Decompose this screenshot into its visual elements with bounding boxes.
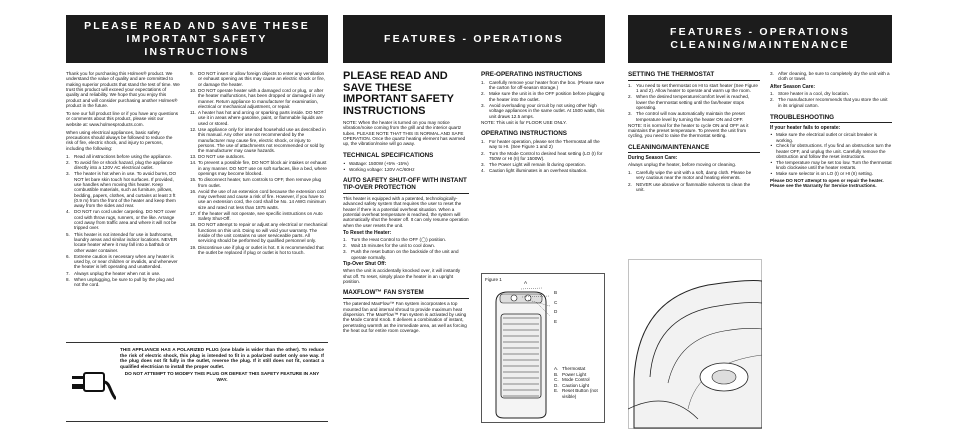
operating-step (481, 162, 605, 167)
spec-list (343, 161, 469, 172)
section-heading: SETTING THE THERMOSTAT (628, 71, 760, 81)
cleaning-step (628, 182, 760, 193)
item-number: 19. (190, 244, 197, 250)
section-heading: AUTO SAFETY SHUT-OFF WITH INSTANT TIP-OVER PROTECTION (343, 177, 469, 194)
item-number: 1. (66, 153, 70, 159)
item-text: You need to set thermostat on HI to start heater (See Figure 1 and 2). Allow heater to operate and warm up the room. (636, 83, 758, 94)
season-list (628, 170, 760, 192)
item-text: After cleaning, be sure to completely dry the unit with a cloth or towel. (778, 71, 890, 82)
plug-warning: DO NOT ATTEMPT TO MODIFY THIS PLUG OR DEFEAT THIS SAFETY FEATURE IN ANY WAY. (124, 371, 320, 382)
cleaning-step (770, 71, 892, 82)
item-number: 1. (628, 170, 632, 176)
legend-key: D. (554, 382, 559, 388)
item-number: 1. (343, 237, 347, 242)
preop-list (481, 80, 605, 119)
safety-item (190, 110, 328, 126)
item-text: This heater is not intended for use in bathrooms, laundry areas and similar indoor locations. NEVER locate heater where it may fall into a bathtub or other water container. (74, 231, 178, 253)
legend-label: Mode Control (562, 377, 590, 383)
features-left-column (343, 71, 469, 336)
spec-item: • Wattage: 1500W (+5% -15%) (343, 161, 469, 166)
item-number: 9. (190, 71, 194, 76)
cleaning-banner: FEATURES - OPERATIONS CLEANING/MAINTENANCE (628, 15, 892, 63)
item-text: Store heater in a cool, dry location. (778, 91, 849, 97)
safety-list (66, 154, 180, 288)
auto-shutoff-paragraph: This heater is equipped with a patented, technologically-advanced safety system that requires the user to reset the heater if there is a potential overheat situation. When a potential overheat temperature is reached, the system will automatically shut the heater off. It can only resume operation when the user resets the unit. (343, 196, 469, 228)
troubleshoot-item: • Check for obstructions. If you find an obstruction turn the heater OFF, and unplug the unit. Carefully remove the obstruction and follow the reset instructions. (770, 143, 892, 159)
preop-step (481, 80, 605, 91)
plug-notice-body: THIS APPLIANCE HAS A POLARIZED PLUG (one blade is wider than the other). To reduce the risk of electric shock, this plug is intended to fit in a polarized outlet only one way. If the plug does not fit fully in the outlet, reverse the plug. If it still does not fit, contact a qualified electrician to install the proper outlet. (120, 347, 324, 369)
legend-label: Power Light (562, 371, 587, 377)
callout-letter: B (554, 290, 558, 295)
item-text: Avoid overloading your circuit by not using other high voltage appliances in the same outlet. At 1500 watts, this unit draws 12.5 amps. (489, 102, 605, 119)
item-text: The heater is hot when in use. To avoid burns, DO NOT let bare skin touch hot surfaces. If provided, use handles when moving this heater. Keep combustible materials, such as furniture, pillows, bedding, papers, clothes, and curtains at least 3 ft (0.9 m) from the front of the heater and keep them away from the sides and rear. (74, 171, 177, 209)
item-number: 2. (66, 159, 70, 165)
callout-letter: C (554, 299, 558, 305)
item-number: 1. (628, 83, 632, 88)
item-text: The control will now automatically maintain the preset temperature level by turning the heater ON and OFF. (636, 111, 745, 122)
item-text: Turn the Heat Control to the OFF (◯) position. (351, 237, 447, 242)
intro-paragraph: When using electrical appliances, basic safety precautions should always be followed to reduce the risk of fire, electric shock, and injury to persons, including the following: (66, 129, 173, 151)
reset-step (343, 243, 469, 248)
safety-item (66, 160, 180, 171)
figure-callouts (524, 278, 527, 288)
section-heading: MAXFLOW™ FAN SYSTEM (343, 289, 469, 299)
note-paragraph: NOTE: This unit is for FLOOR USE ONLY. (481, 119, 567, 125)
item-text: Make sure the unit is in the OFF position before plugging the heater into the outlet. (489, 91, 605, 102)
thermostat-step (628, 111, 760, 122)
cleaning-right-column (770, 71, 892, 188)
item-text: DO NOT run cord under carpeting. DO NOT cover cord with throw rugs, runners, or the like. Arrange cord away from traffic area and where it will not be tripped over. (74, 209, 177, 231)
safety-item (190, 222, 328, 243)
safety-item (190, 127, 328, 154)
thermostat-step (628, 83, 760, 94)
figure-callouts (554, 288, 557, 326)
season-list (770, 71, 892, 82)
safety-item (190, 160, 328, 176)
safety-item (190, 245, 328, 256)
section-heading: CLEANING/MAINTENANCE (628, 144, 760, 154)
intro-paragraph: To see our full product line or if you have any questions or comments about this product, please visit our website at: www.holmesproducts.com. (66, 111, 179, 127)
polarized-plug-icon (70, 359, 116, 405)
legend-label: Reset Button (not visible) (562, 388, 598, 399)
item-text: When the desired temperature/comfort level is reached, lower the thermostat setting until the fan/heater stops operating. (636, 94, 750, 111)
reset-list (343, 237, 469, 260)
safety-item (190, 211, 328, 222)
operating-step (481, 139, 605, 150)
callout-letter: A (524, 280, 528, 285)
item-number: 14. (190, 160, 197, 166)
item-text: DO NOT insert or allow foreign objects to enter any ventilation or exhaust opening as this may cause an electric shock or fire, or damage the heater. (198, 71, 325, 87)
legend-key: C. (554, 377, 559, 383)
season-paragraph: Always unplug the heater, before moving or cleaning. (628, 162, 737, 168)
item-number: 8. (66, 276, 70, 282)
operating-step (481, 168, 605, 173)
safety-banner: PLEASE READ AND SAVE THESE IMPORTANT SAFETY INSTRUCTIONS (66, 15, 328, 63)
item-text: Extreme caution is necessary when any heater is used by, or near children or invalids, and whenever the heater is left operating and unattended. (74, 253, 178, 270)
item-number: 3. (481, 162, 485, 168)
item-text: Push the reset button on the backside of the unit and operate normally. (351, 249, 459, 260)
item-number: 2. (770, 97, 774, 103)
safety-item (190, 88, 328, 109)
figure-legend (554, 366, 604, 400)
operating-step (481, 151, 605, 162)
subheading: After Season Care: (770, 83, 816, 90)
reset-step (343, 237, 469, 242)
safety-panel (66, 15, 328, 427)
note-paragraph: NOTE: It is normal for the heater to cycle ON and OFF as it maintains the preset temperature. To prevent the unit from cycling, you need to raise the thermostat setting. (628, 122, 749, 139)
features-panel (343, 15, 605, 427)
troubleshoot-note: Please see the Warranty for Service Instructions. (770, 183, 877, 189)
preop-step (481, 91, 605, 102)
item-number: 6. (66, 253, 70, 259)
item-number: 12. (190, 126, 197, 132)
subheading: Tip-Over Shut Off: (343, 260, 387, 267)
plug-notice-text (120, 347, 324, 383)
item-text: For heater operation, please set the Thermostat all the way to HI. (See Figure 1 and 2) (489, 139, 600, 150)
safety-item (66, 209, 180, 230)
safety-item (190, 189, 328, 210)
item-number: 1. (481, 139, 485, 145)
legend-key: E. (554, 388, 559, 394)
safety-item (66, 254, 180, 270)
tip-over-paragraph: When the unit is accidentally knocked over, it will instantly shut off. To reset, simply place the heater in an upright position. (343, 268, 461, 284)
figure-1 (481, 273, 605, 423)
cleaning-left-column (628, 71, 760, 193)
spec-item: • Working voltage: 120V AC/60Hz (343, 167, 469, 172)
page-title: PLEASE READ AND SAVE THESE IMPORTANT SAFETY INSTRUCTIONS (343, 70, 454, 117)
item-text: To prevent a possible fire, DO NOT block air intakes or exhaust in any manner. DO NOT use on soft surfaces, like a bed, where openings may become blocked. (198, 160, 327, 177)
item-text: Always unplug the heater when not in use. (74, 270, 161, 276)
item-number: 2. (628, 94, 632, 100)
safety-item (190, 177, 328, 188)
heater-illustration (488, 284, 552, 422)
safety-right-column (190, 71, 328, 256)
item-number: 13. (190, 154, 197, 160)
legend-label: Thermostat (562, 366, 586, 371)
item-text: Carefully wipe the unit with a soft, damp cloth. Please be very cautious near the motor and heating elements. (636, 170, 752, 181)
item-number: 3. (481, 102, 485, 108)
legend-entry (554, 388, 604, 399)
item-number: 3. (770, 71, 774, 76)
item-number: 2. (481, 150, 485, 156)
storage-step (770, 91, 892, 96)
item-number: 4. (66, 209, 70, 215)
cleaning-panel (628, 15, 892, 427)
item-text: Use appliance only for intended household use as described in this manual. Any other use not recommended by the manufacturer may cause fire, electric shock, or injury to persons. The use of attachments not recommended or sold by the manufacturer may cause hazards. (198, 126, 326, 154)
troubleshoot-item: • Make sure the electrical outlet or circuit breaker is working. (770, 132, 892, 143)
thermostat-step (628, 94, 760, 110)
troubleshoot-item: • Make sure selector is on LO (I) or HI (II) setting. (770, 171, 892, 176)
item-number: 2. (481, 91, 485, 97)
subheading: If your heater fails to operate: (770, 124, 841, 131)
item-number: 18. (190, 222, 197, 228)
heater-top-illustration (628, 259, 762, 429)
item-number: 1. (770, 91, 774, 97)
item-text: To avoid fire or shock hazard, plug the appliance directly into a 120V AC electrical outlet. (74, 159, 173, 171)
troubleshoot-item: • The temperature may be set too low. Turn the thermostat knob clockwise until the heater restarts. (770, 160, 892, 171)
item-number: 16. (190, 188, 197, 194)
item-number: 3. (66, 171, 70, 177)
operating-list (481, 139, 605, 173)
thermostat-list (628, 83, 760, 122)
after-season-list (770, 91, 892, 108)
item-text: Avoid the use of an extension cord because the extension cord may overheat and cause a risk of fire. However, if you have to use an extension cord, the cord shall be No. 14 AWG minimum size and rated not less than 1875 watts. (198, 188, 326, 210)
item-text: Read all instructions before using the appliance. (74, 153, 172, 159)
safety-item (190, 154, 328, 159)
figure-label: Figure 1 (485, 277, 502, 282)
item-number: 2. (628, 181, 632, 187)
item-number: 17. (190, 210, 197, 216)
callout-letter: E (554, 318, 558, 324)
item-text: To disconnect heater, turn controls to OFF, then remove plug from outlet. (198, 177, 322, 188)
item-number: 1. (481, 80, 485, 85)
item-text: Wait 15 minutes for the unit to cool down. (351, 243, 436, 249)
features-banner: FEATURES - OPERATIONS (343, 15, 605, 63)
item-text: A heater has hot and arcing or sparking parts inside. DO NOT use it in areas where gasoline, paint, or flammable liquids are used or stored. (198, 110, 324, 126)
troubleshooting-list (770, 132, 892, 177)
callout-letter: D (554, 309, 558, 314)
item-text: When unplugging, be sure to pull by the plug and not the cord. (74, 276, 174, 288)
item-number: 3. (343, 249, 347, 255)
item-number: 15. (190, 177, 197, 183)
item-text: The Power Light will remain lit during operation. (489, 162, 586, 168)
item-text: Caution light illuminates in an overheat situation. (489, 168, 588, 174)
item-text: Carefully remove your heater from the box. (Please save the carton for off-season storage.) (489, 80, 605, 91)
item-text: DO NOT use outdoors. (198, 154, 245, 160)
safety-item (66, 154, 180, 159)
item-text: If the heater will not operate, see specific instructions on Auto Safety Shut-Off. (198, 210, 323, 222)
item-text: Turn the Mode Control to desired heat setting (LO (I) for 750W or HI (II) for 1500W). (489, 150, 603, 161)
section-heading: OPERATING INSTRUCTIONS (481, 130, 567, 138)
safety-list (190, 71, 328, 255)
safety-item (190, 71, 328, 87)
troubleshoot-note: Please DO NOT attempt to open or repair the heater. (770, 177, 884, 183)
item-number: 4. (481, 168, 485, 174)
safety-item (66, 171, 180, 208)
item-number: 11. (190, 110, 197, 115)
preop-step (481, 103, 605, 119)
safety-item (66, 271, 180, 276)
item-number: 7. (66, 270, 70, 276)
item-text: NEVER use abrasive or flammable solvents to clean the unit. (636, 181, 751, 192)
cleaning-step (628, 170, 760, 181)
item-number: 2. (343, 243, 347, 249)
reset-step (343, 249, 469, 260)
subheading: To Reset the Heater: (343, 229, 392, 236)
maxflow-paragraph: The patented MaxFlow™ Fan system incorporates a top mounted fan and internal shroud to provide maximum heat dispersion. The MaxFlow™ Fan system is activated by using the Mode Control Knob. It delivers a combination of instant, penetrating warmth as the immediate area, as well as forcing the heat out for entire room coverage. (343, 301, 467, 334)
storage-step (770, 97, 892, 108)
section-heading: TECHNICAL SPECIFICATIONS (343, 151, 434, 159)
item-text: DO NOT attempt to repair or adjust any electrical or mechanical functions on this unit. Doing so will void your warranty. The inside of the unit contains no user serviceable parts. All servicing should be performed by qualified personnel only. (198, 222, 328, 244)
note-paragraph: NOTE: When the heater is turned on you may notice vibration/noise coming from the grill and the interior quartz tubes. PLEASE NOTE THAT THIS IS NORMAL AND SAFE OPERATION. Once the quartz heating element has warmed up, the vibration/noise will go away. (343, 120, 466, 147)
legend-key: B. (554, 371, 559, 377)
subheading: During Season Care: (628, 154, 678, 161)
safety-left-column (66, 71, 180, 288)
safety-item (66, 277, 180, 288)
safety-item (66, 232, 180, 253)
item-text: The manufacturer recommends that you store the unit in its original carton. (778, 97, 888, 108)
item-number: 3. (628, 111, 632, 117)
legend-key: A. (554, 366, 559, 371)
item-number: 5. (66, 231, 70, 237)
item-text: Discontinue use if plug or outlet is hot. It is recommended that the outlet be replaced if plug or outlet is hot to touch. (198, 244, 324, 255)
item-number: 10. (190, 87, 197, 93)
features-right-column (481, 71, 605, 174)
item-text: DO NOT operate heater with a damaged cord or plug, or after the heater malfunctions, has been dropped or damaged in any manner. Return appliance to manufacturer for examination, electrical or mechanical adjustment, or repair. (198, 87, 325, 109)
legend-label: Caution Light (562, 382, 590, 388)
polarized-plug-notice (66, 342, 328, 422)
section-heading: PRE-OPERATING INSTRUCTIONS (481, 71, 582, 78)
section-heading: TROUBLESHOOTING (770, 114, 892, 124)
intro-paragraph: Thank you for purchasing this Holmes® product. We understand the value of quality and are committed to making superior products that stand the test of time. We trust this product will exceed your expectations of quality and reliability. We hope that you enjoy this product and will consider purchasing another Holmes® product in the future. (66, 71, 180, 109)
